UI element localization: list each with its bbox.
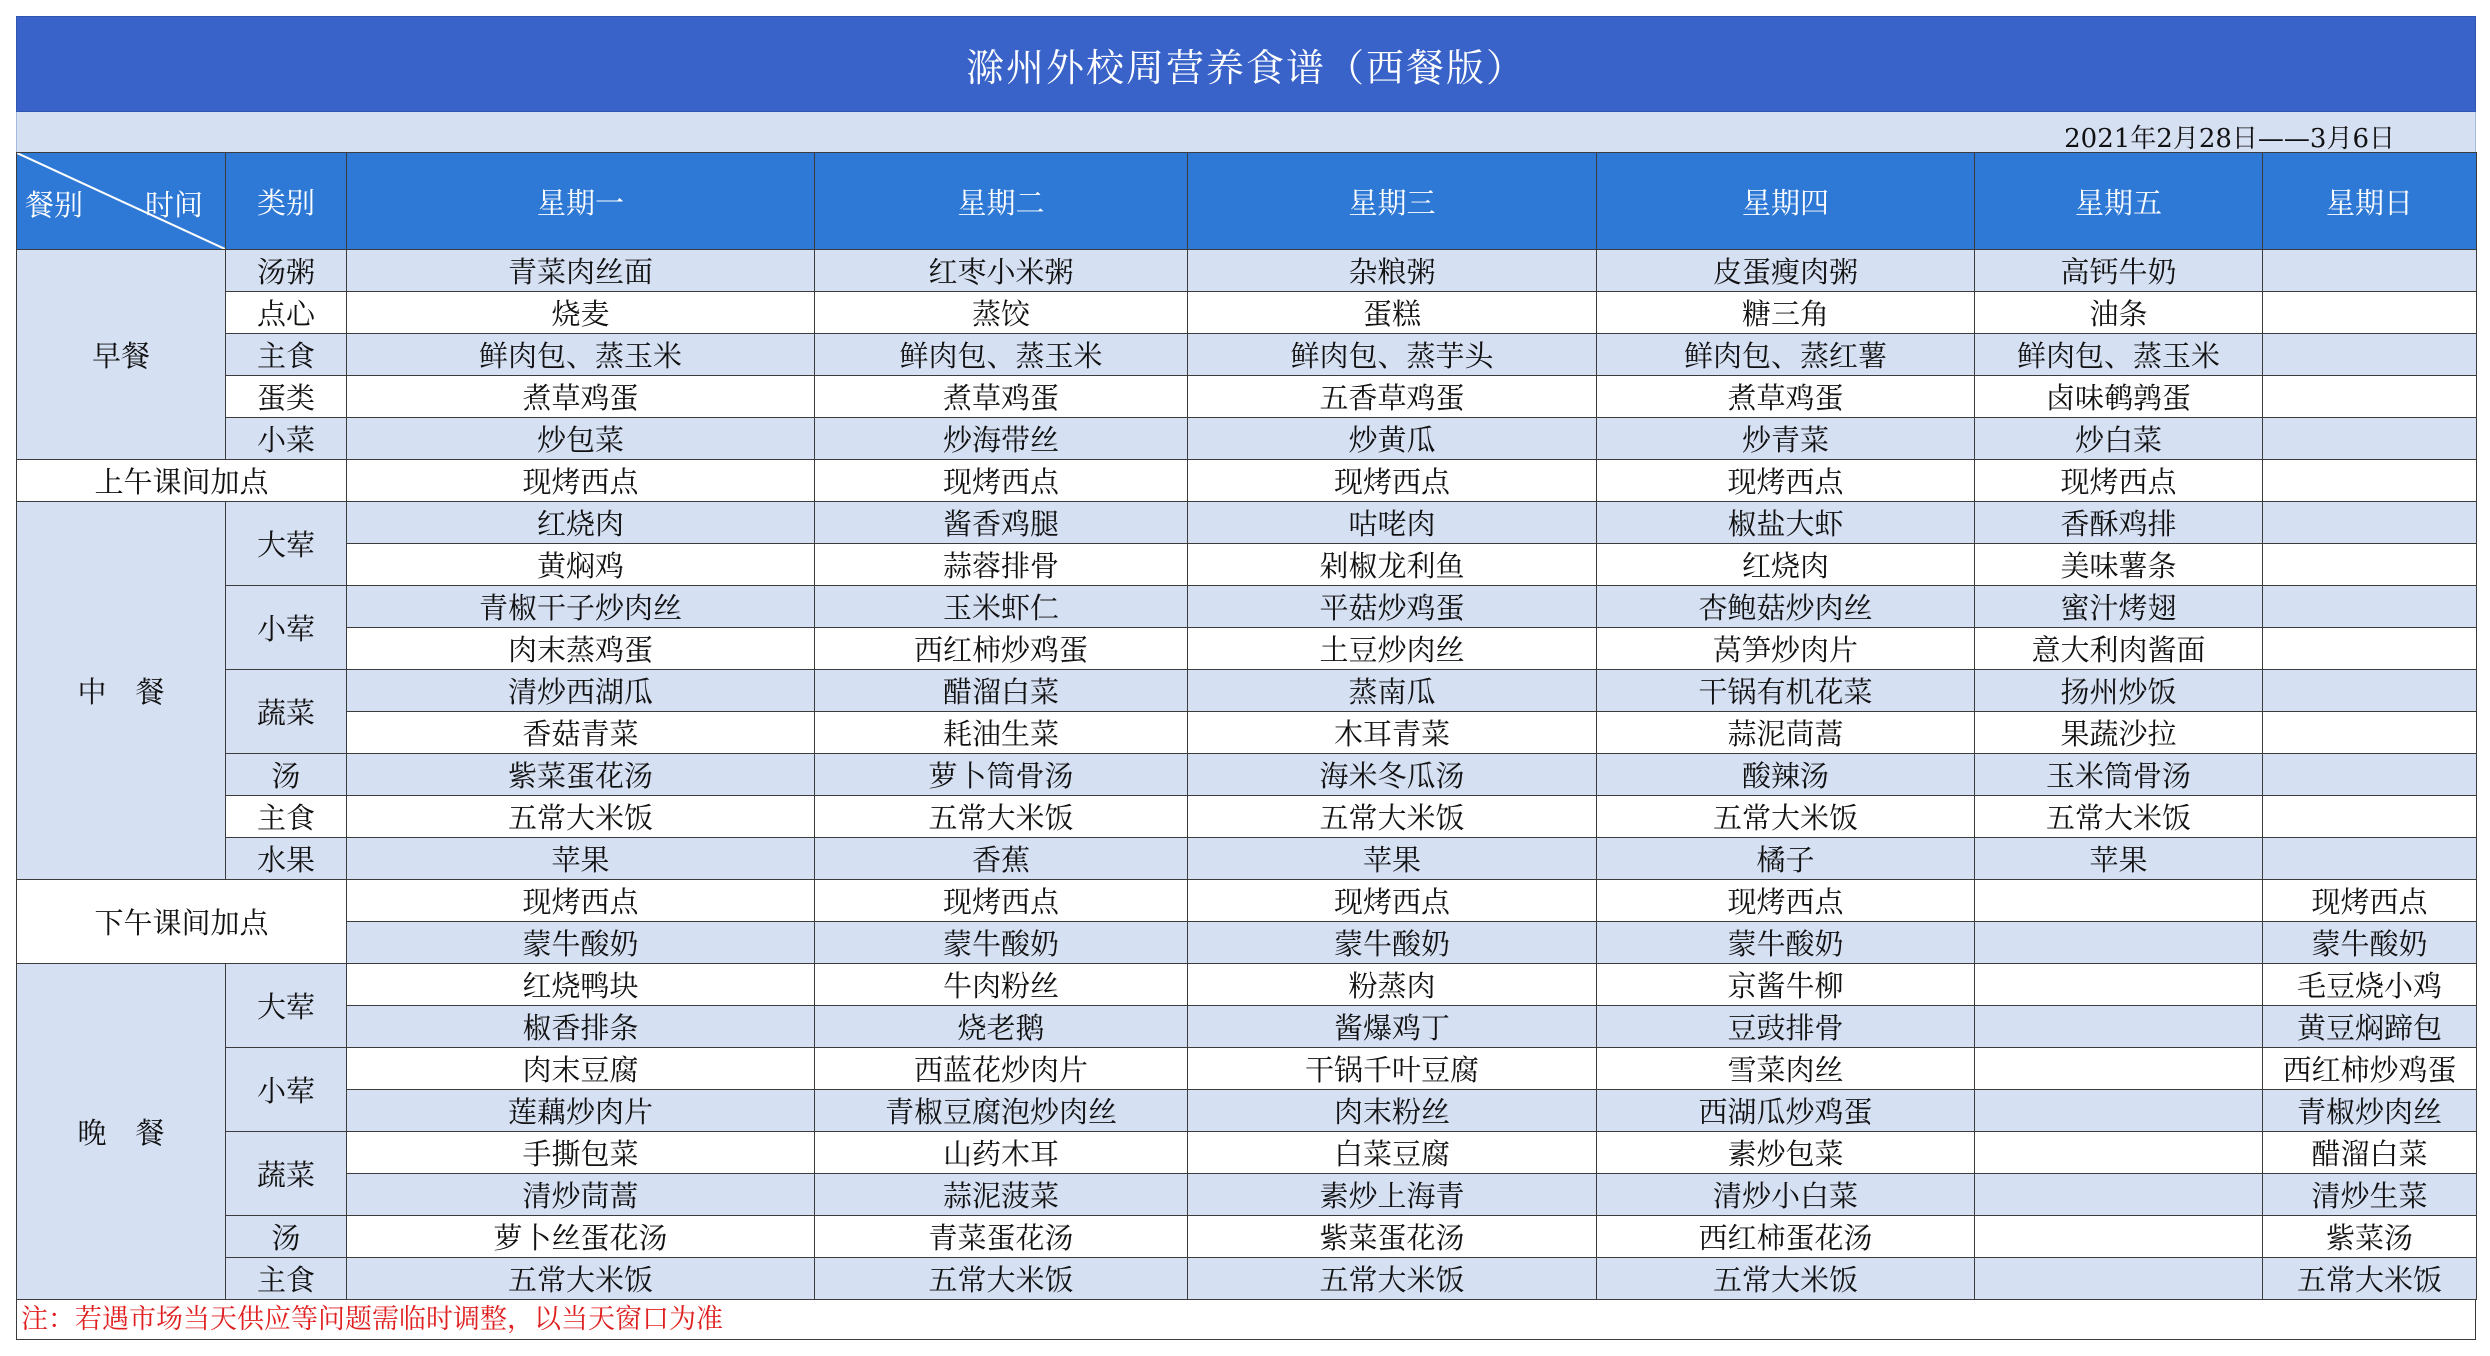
table-row [17,544,2477,586]
dish-cell-wed: 素炒上海青 [1188,1174,1597,1216]
table-row [17,292,2477,334]
dish-cell-tue: 鲜肉包、蒸玉米 [815,334,1188,376]
dish-cell-fri [1975,1132,2263,1174]
dish-cell-fri [1975,1258,2263,1300]
dish-cell-mon: 鲜肉包、蒸玉米 [347,334,815,376]
corner-header [17,153,226,250]
category-staple: 主食 [226,796,347,838]
table-row [17,250,2477,292]
dish-cell-sun: 青椒炒肉丝 [2263,1090,2477,1132]
dish-cell-tue: 耗油生菜 [815,712,1188,754]
dish-cell-sun: 紫菜汤 [2263,1216,2477,1258]
dish-cell-thu: 五常大米饭 [1597,1258,1975,1300]
dish-cell-wed: 紫菜蛋花汤 [1188,1216,1597,1258]
dish-cell-sun [2263,460,2477,502]
dish-cell-mon: 香菇青菜 [347,712,815,754]
table-row [17,838,2477,880]
dish-cell-thu: 红烧肉 [1597,544,1975,586]
dish-cell-fri: 五常大米饭 [1975,796,2263,838]
dish-cell-wed: 蒸南瓜 [1188,670,1597,712]
dish-cell-sun [2263,502,2477,544]
dish-cell-sun [2263,334,2477,376]
date-bar [16,112,2476,152]
dish-cell-thu: 京酱牛柳 [1597,964,1975,1006]
dish-cell-wed: 咕咾肉 [1188,502,1597,544]
day-header-sun: 星期日 [2263,153,2477,250]
dish-cell-thu: 西红柿蛋花汤 [1597,1216,1975,1258]
dish-cell-sun [2263,670,2477,712]
category-soup-porridge: 汤粥 [226,250,347,292]
dish-cell-sun: 五常大米饭 [2263,1258,2477,1300]
dish-cell-thu: 椒盐大虾 [1597,502,1975,544]
dish-cell-wed: 平菇炒鸡蛋 [1188,586,1597,628]
dish-cell-thu: 橘子 [1597,838,1975,880]
dish-cell-fri: 苹果 [1975,838,2263,880]
dish-cell-mon: 黄焖鸡 [347,544,815,586]
meal-label: 餐别 [25,188,84,222]
category-small-meat: 小荤 [226,586,347,670]
dish-cell-thu: 干锅有机花菜 [1597,670,1975,712]
table-row [17,670,2477,712]
category-vegetable: 蔬菜 [226,670,347,754]
dish-cell-wed: 土豆炒肉丝 [1188,628,1597,670]
meal-lunch: 中 餐 [17,502,226,880]
dish-cell-wed: 五香草鸡蛋 [1188,376,1597,418]
table-row [17,1258,2477,1300]
dish-cell-mon: 红烧鸭块 [347,964,815,1006]
dish-cell-sun [2263,712,2477,754]
dish-cell-mon: 莲藕炒肉片 [347,1090,815,1132]
dish-cell-sun [2263,838,2477,880]
dish-cell-sun [2263,754,2477,796]
dish-cell-thu: 鲜肉包、蒸红薯 [1597,334,1975,376]
dish-cell-sun [2263,796,2477,838]
dish-cell-wed: 白菜豆腐 [1188,1132,1597,1174]
dish-cell-wed: 炒黄瓜 [1188,418,1597,460]
table-row [17,376,2477,418]
header-row [17,153,2477,250]
dish-cell-thu: 现烤西点 [1597,460,1975,502]
table-row [17,1216,2477,1258]
dish-cell-thu: 西湖瓜炒鸡蛋 [1597,1090,1975,1132]
dish-cell-tue: 酱香鸡腿 [815,502,1188,544]
dish-cell-sun [2263,250,2477,292]
dish-cell-mon: 青椒干子炒肉丝 [347,586,815,628]
dish-cell-wed: 粉蒸肉 [1188,964,1597,1006]
table-row [17,628,2477,670]
dish-cell-thu: 现烤西点 [1597,880,1975,922]
table-row [17,1174,2477,1216]
category-soup: 汤 [226,754,347,796]
dish-cell-tue: 现烤西点 [815,880,1188,922]
dish-cell-fri: 香酥鸡排 [1975,502,2263,544]
dish-cell-wed: 木耳青菜 [1188,712,1597,754]
dish-cell-mon: 手撕包菜 [347,1132,815,1174]
dish-cell-sun: 现烤西点 [2263,880,2477,922]
dish-cell-fri [1975,1174,2263,1216]
dish-cell-mon: 肉末豆腐 [347,1048,815,1090]
day-header-fri: 星期五 [1975,153,2263,250]
category-staple: 主食 [226,334,347,376]
category-small-meat: 小荤 [226,1048,347,1132]
dish-cell-wed: 现烤西点 [1188,880,1597,922]
dish-cell-sun [2263,376,2477,418]
category-fruit: 水果 [226,838,347,880]
menu-sheet [16,16,2476,1340]
dish-cell-tue: 蒜蓉排骨 [815,544,1188,586]
adjustment-note: 注：若遇市场当天供应等问题需临时调整，以当天窗口为准 [16,1300,2476,1340]
dish-cell-wed: 剁椒龙利鱼 [1188,544,1597,586]
dish-cell-fri [1975,1048,2263,1090]
dish-cell-thu: 五常大米饭 [1597,796,1975,838]
dish-cell-mon: 青菜肉丝面 [347,250,815,292]
dish-cell-fri [1975,1006,2263,1048]
dish-cell-fri: 蜜汁烤翅 [1975,586,2263,628]
dish-cell-wed: 现烤西点 [1188,460,1597,502]
category-staple: 主食 [226,1258,347,1300]
category-big-meat: 大荤 [226,964,347,1048]
dish-cell-mon: 萝卜丝蛋花汤 [347,1216,815,1258]
dish-cell-mon: 五常大米饭 [347,1258,815,1300]
table-row [17,796,2477,838]
dish-cell-wed: 海米冬瓜汤 [1188,754,1597,796]
dish-cell-mon: 五常大米饭 [347,796,815,838]
dish-cell-tue: 玉米虾仁 [815,586,1188,628]
dish-cell-tue: 五常大米饭 [815,796,1188,838]
dish-cell-tue: 香蕉 [815,838,1188,880]
category-vegetable: 蔬菜 [226,1132,347,1216]
table-row [17,964,2477,1006]
dish-cell-mon: 现烤西点 [347,460,815,502]
dish-cell-fri [1975,922,2263,964]
dish-cell-tue: 山药木耳 [815,1132,1188,1174]
dish-cell-fri: 玉米筒骨汤 [1975,754,2263,796]
dish-cell-thu: 糖三角 [1597,292,1975,334]
dish-cell-tue: 现烤西点 [815,460,1188,502]
category-eggs: 蛋类 [226,376,347,418]
dish-cell-tue: 青椒豆腐泡炒肉丝 [815,1090,1188,1132]
time-label: 时间 [144,188,203,222]
dish-cell-wed: 蒙牛酸奶 [1188,922,1597,964]
table-row [17,334,2477,376]
meal-dinner: 晚 餐 [17,964,226,1300]
dish-cell-fri: 鲜肉包、蒸玉米 [1975,334,2263,376]
dish-cell-fri [1975,964,2263,1006]
day-header-tue: 星期二 [815,153,1188,250]
table-row [17,1132,2477,1174]
dish-cell-sun [2263,586,2477,628]
menu-body [17,250,2477,1300]
dish-cell-fri: 炒白菜 [1975,418,2263,460]
dish-cell-thu: 杏鲍菇炒肉丝 [1597,586,1975,628]
category-dim-sum: 点心 [226,292,347,334]
dish-cell-mon: 肉末蒸鸡蛋 [347,628,815,670]
dish-cell-thu: 清炒小白菜 [1597,1174,1975,1216]
dish-cell-thu: 炒青菜 [1597,418,1975,460]
dish-cell-wed: 蛋糕 [1188,292,1597,334]
dish-cell-tue: 西红柿炒鸡蛋 [815,628,1188,670]
dish-cell-fri: 高钙牛奶 [1975,250,2263,292]
dish-cell-sun [2263,418,2477,460]
table-row [17,418,2477,460]
table-row [17,1048,2477,1090]
dish-cell-mon: 紫菜蛋花汤 [347,754,815,796]
dish-cell-wed: 五常大米饭 [1188,1258,1597,1300]
meal-afternoon-snack: 下午课间加点 [17,880,347,964]
dish-cell-mon: 椒香排条 [347,1006,815,1048]
dish-cell-sun [2263,628,2477,670]
meal-morning-snack: 上午课间加点 [17,460,347,502]
dish-cell-mon: 烧麦 [347,292,815,334]
dish-cell-tue: 蒸饺 [815,292,1188,334]
dish-cell-sun: 毛豆烧小鸡 [2263,964,2477,1006]
dish-cell-sun: 醋溜白菜 [2263,1132,2477,1174]
dish-cell-thu: 酸辣汤 [1597,754,1975,796]
date-range: 2021年2月28日——3月6日 [2064,124,2395,154]
dish-cell-sun [2263,544,2477,586]
dish-cell-mon: 煮草鸡蛋 [347,376,815,418]
dish-cell-fri: 现烤西点 [1975,460,2263,502]
dish-cell-tue: 萝卜筒骨汤 [815,754,1188,796]
dish-cell-thu: 雪菜肉丝 [1597,1048,1975,1090]
day-header-thu: 星期四 [1597,153,1975,250]
dish-cell-fri [1975,1090,2263,1132]
dish-cell-tue: 牛肉粉丝 [815,964,1188,1006]
table-row [17,880,2477,922]
dish-cell-wed: 杂粮粥 [1188,250,1597,292]
dish-cell-mon: 现烤西点 [347,880,815,922]
dish-cell-mon: 清炒西湖瓜 [347,670,815,712]
dish-cell-fri [1975,1216,2263,1258]
table-row [17,502,2477,544]
dish-cell-thu: 皮蛋瘦肉粥 [1597,250,1975,292]
dish-cell-thu: 煮草鸡蛋 [1597,376,1975,418]
dish-cell-sun: 蒙牛酸奶 [2263,922,2477,964]
dish-cell-wed: 酱爆鸡丁 [1188,1006,1597,1048]
sheet-title: 滁州外校周营养食谱（西餐版） [16,16,2476,112]
dish-cell-tue: 青菜蛋花汤 [815,1216,1188,1258]
menu-table [16,152,2477,1300]
dish-cell-tue: 西蓝花炒肉片 [815,1048,1188,1090]
dish-cell-mon: 清炒茼蒿 [347,1174,815,1216]
category-header: 类别 [226,153,347,250]
dish-cell-wed: 干锅千叶豆腐 [1188,1048,1597,1090]
dish-cell-mon: 蒙牛酸奶 [347,922,815,964]
dish-cell-fri: 意大利肉酱面 [1975,628,2263,670]
dish-cell-mon: 炒包菜 [347,418,815,460]
dish-cell-tue: 五常大米饭 [815,1258,1188,1300]
dish-cell-wed: 肉末粉丝 [1188,1090,1597,1132]
table-row [17,1006,2477,1048]
table-row [17,1090,2477,1132]
dish-cell-fri: 油条 [1975,292,2263,334]
meal-breakfast: 早餐 [17,250,226,460]
category-big-meat: 大荤 [226,502,347,586]
dish-cell-wed: 鲜肉包、蒸芋头 [1188,334,1597,376]
dish-cell-tue: 醋溜白菜 [815,670,1188,712]
dish-cell-fri [1975,880,2263,922]
dish-cell-wed: 五常大米饭 [1188,796,1597,838]
dish-cell-tue: 蒙牛酸奶 [815,922,1188,964]
table-row [17,712,2477,754]
category-side-dish: 小菜 [226,418,347,460]
dish-cell-sun: 清炒生菜 [2263,1174,2477,1216]
dish-cell-mon: 红烧肉 [347,502,815,544]
day-header-wed: 星期三 [1188,153,1597,250]
table-row [17,460,2477,502]
dish-cell-tue: 蒜泥菠菜 [815,1174,1188,1216]
table-row [17,586,2477,628]
table-row [17,754,2477,796]
dish-cell-fri: 果蔬沙拉 [1975,712,2263,754]
dish-cell-tue: 红枣小米粥 [815,250,1188,292]
dish-cell-fri: 扬州炒饭 [1975,670,2263,712]
dish-cell-tue: 煮草鸡蛋 [815,376,1188,418]
table-row [17,922,2477,964]
dish-cell-sun: 黄豆焖蹄包 [2263,1006,2477,1048]
dish-cell-tue: 炒海带丝 [815,418,1188,460]
dish-cell-mon: 苹果 [347,838,815,880]
dish-cell-sun: 西红柿炒鸡蛋 [2263,1048,2477,1090]
category-soup: 汤 [226,1216,347,1258]
dish-cell-sun [2263,292,2477,334]
dish-cell-thu: 蒜泥茼蒿 [1597,712,1975,754]
dish-cell-thu: 蒙牛酸奶 [1597,922,1975,964]
dish-cell-tue: 烧老鹅 [815,1006,1188,1048]
dish-cell-thu: 素炒包菜 [1597,1132,1975,1174]
dish-cell-thu: 莴笋炒肉片 [1597,628,1975,670]
dish-cell-thu: 豆豉排骨 [1597,1006,1975,1048]
dish-cell-fri: 卤味鹌鹑蛋 [1975,376,2263,418]
day-header-mon: 星期一 [347,153,815,250]
dish-cell-wed: 苹果 [1188,838,1597,880]
dish-cell-fri: 美味薯条 [1975,544,2263,586]
